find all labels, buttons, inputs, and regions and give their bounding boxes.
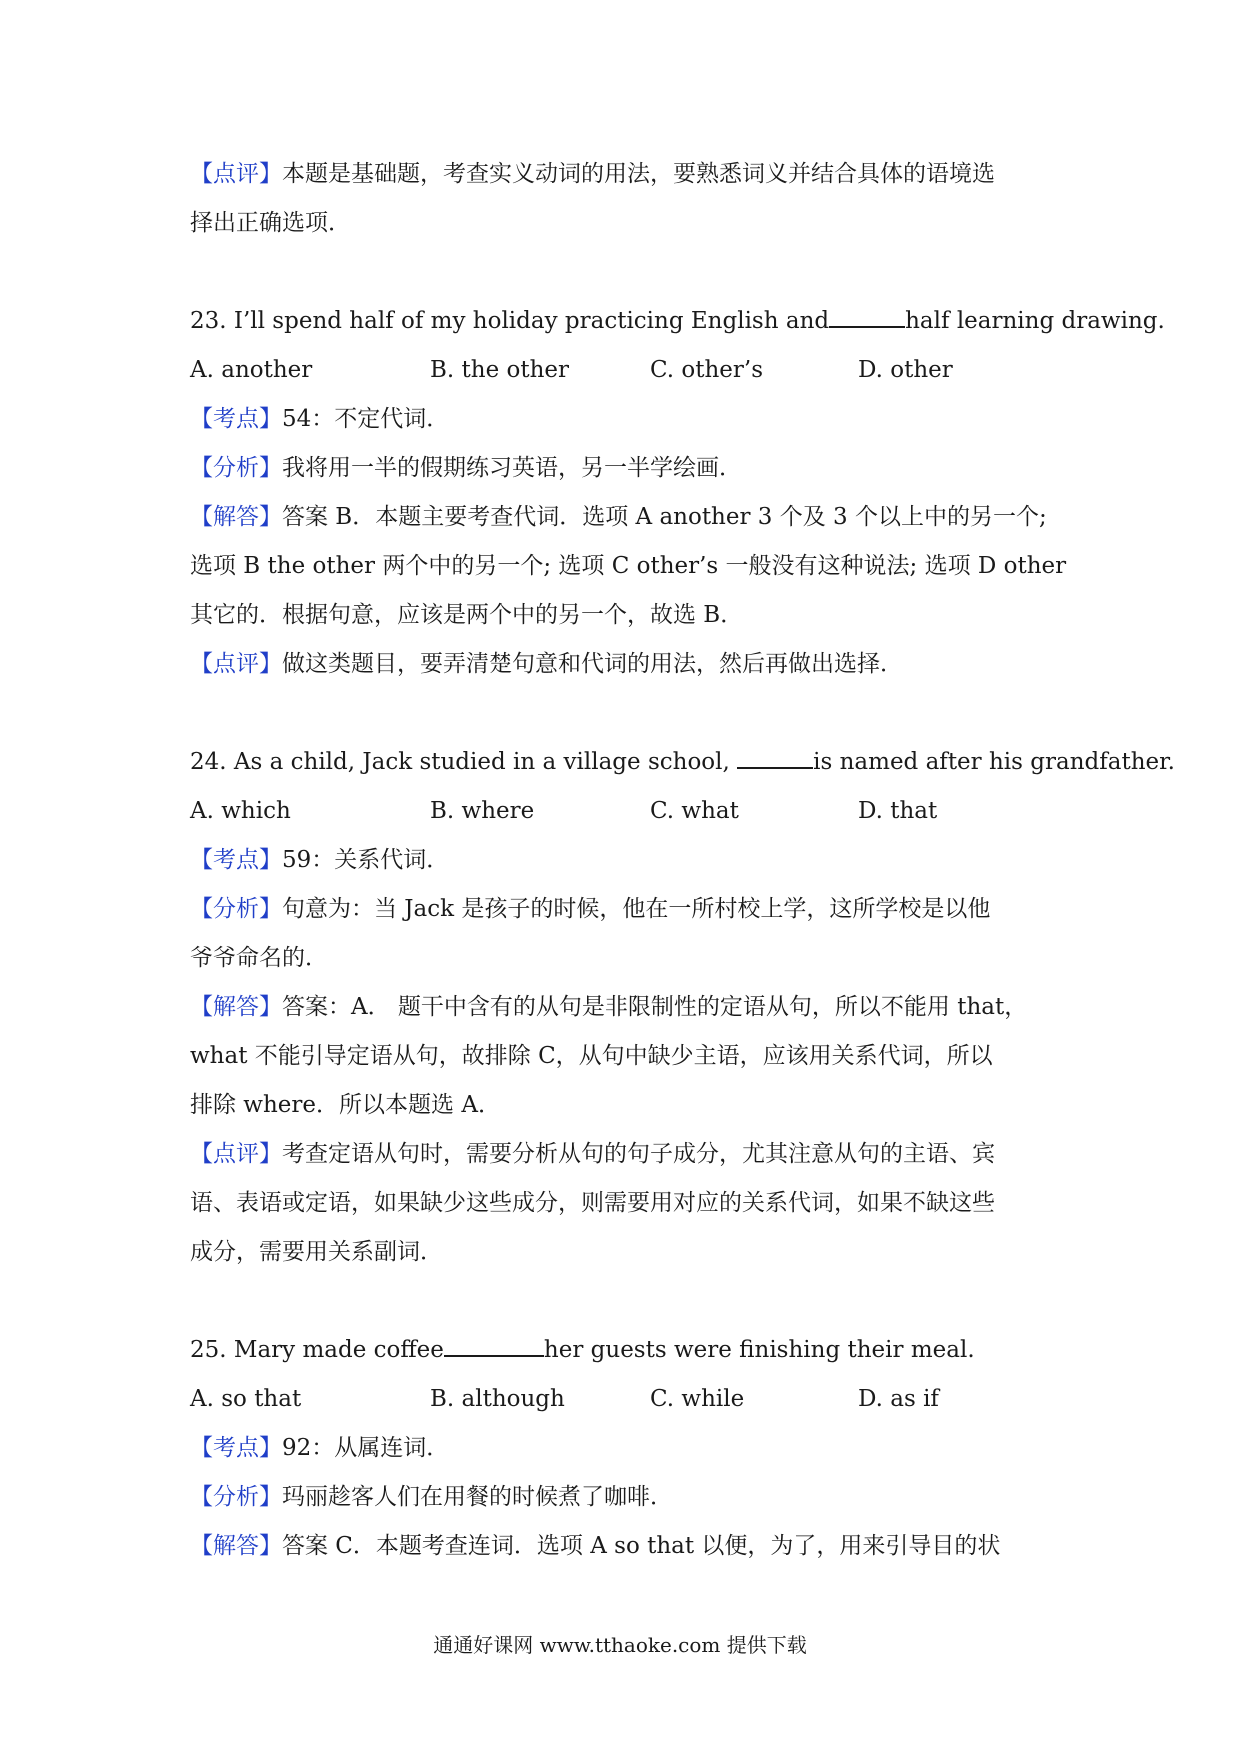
option-b: B. where — [430, 798, 535, 824]
q22-dianping-line1 — [190, 150, 1060, 199]
dianping-tag: 【点评】 — [190, 1141, 282, 1167]
fenxi-tag: 【分析】 — [190, 896, 282, 922]
page-footer: 通通好课网 www.tthaoke.com 提供下载 — [433, 1633, 807, 1657]
answer-blank — [737, 751, 813, 769]
option-a: A. which — [190, 798, 291, 824]
q24-jieda-line1: 【解答】答案：A． 题干中含有的从句是非限制性的定语从句，所以不能用 that， — [190, 994, 1028, 1020]
option-a: A. another — [190, 357, 313, 383]
q24-dianping-line3: 成分，需要用关系副词． — [190, 1239, 443, 1265]
kaodian-tag: 【考点】 — [190, 406, 282, 432]
q23-stem: 23. I’ll spend half of my holiday practicing English and half learning drawing. — [190, 308, 1165, 334]
q24-dianping-line2: 语、表语或定语，如果缺少这些成分，则需要用对应的关系代词，如果不缺这些 — [190, 1190, 995, 1216]
option-b: B. the other — [430, 357, 570, 383]
option-a: A. so that — [190, 1386, 302, 1412]
q24-fenxi-line1: 【分析】句意为：当 Jack 是孩子的时候，他在一所村校上学，这所学校是以他 — [190, 896, 991, 922]
q24-jieda-line3: 排除 where．所以本题选 A． — [190, 1092, 501, 1118]
option-d: D. as if — [858, 1386, 939, 1412]
q25-stem: 25. Mary made coffee her guests were finishing their meal. — [190, 1337, 975, 1363]
dianping-tag: 【点评】 — [190, 651, 282, 677]
document-page — [190, 150, 1175, 1571]
option-c: C. what — [650, 798, 739, 824]
option-d: D. other — [858, 357, 953, 383]
q23-jieda-line1: 【解答】答案 B．本题主要考查代词．选项 A another 3 个及 3 个以上中的另一个; — [190, 504, 1047, 530]
q23-fenxi: 【分析】我将用一半的假期练习英语，另一半学绘画． — [190, 455, 742, 481]
q24-jieda-line2: what 不能引导定语从句，故排除 C，从句中缺少主语，应该用关系代词，所以 — [190, 1043, 993, 1069]
option-c: C. other’s — [650, 357, 764, 383]
jieda-tag: 【解答】 — [190, 1533, 282, 1559]
q24-kaodian: 【考点】59：关系代词． — [190, 847, 450, 873]
jieda-tag: 【解答】 — [190, 994, 282, 1020]
q25-kaodian: 【考点】92：从属连词． — [190, 1435, 450, 1461]
q25-jieda-line1: 【解答】答案 C．本题考查连词．选项 A so that 以便，为了，用来引导目的状 — [190, 1533, 1001, 1559]
fenxi-tag: 【分析】 — [190, 455, 282, 481]
dianping-tag: 【点评】 — [190, 161, 282, 187]
answer-blank — [444, 1339, 544, 1357]
q23-options — [190, 346, 1060, 395]
q22-dianping-text: 本题是基础题，考查实义动词的用法，要熟悉词义并结合具体的语境选 — [282, 161, 995, 187]
jieda-tag: 【解答】 — [190, 504, 282, 530]
kaodian-tag: 【考点】 — [190, 847, 282, 873]
q23-jieda-line2: 选项 B the other 两个中的另一个; 选项 C other’s 一般没有这种说法; 选项 D other — [190, 553, 1067, 579]
q24-dianping-line1: 【点评】考查定语从句时，需要分析从句的句子成分，尤其注意从句的主语、宾 — [190, 1141, 995, 1167]
q24-fenxi-line2: 爷爷命名的． — [190, 945, 328, 971]
q25-fenxi: 【分析】玛丽趁客人们在用餐的时候煮了咖啡． — [190, 1484, 673, 1510]
fenxi-tag: 【分析】 — [190, 1484, 282, 1510]
q24-stem: 24. As a child, Jack studied in a village school, is named after his grandfather. — [190, 749, 1175, 775]
q25-options — [190, 1375, 1060, 1424]
q23-dianping: 【点评】做这类题目，要弄清楚句意和代词的用法，然后再做出选择． — [190, 651, 903, 677]
kaodian-tag: 【考点】 — [190, 1435, 282, 1461]
option-b: B. although — [430, 1386, 565, 1412]
option-d: D. that — [858, 798, 938, 824]
q22-dianping-line2: 择出正确选项． — [190, 210, 351, 236]
q24-options — [190, 787, 1060, 836]
answer-blank — [829, 310, 905, 328]
q23-kaodian: 【考点】54：不定代词． — [190, 406, 450, 432]
option-c: C. while — [650, 1386, 745, 1412]
q23-jieda-line3: 其它的．根据句意，应该是两个中的另一个，故选 B． — [190, 602, 744, 628]
